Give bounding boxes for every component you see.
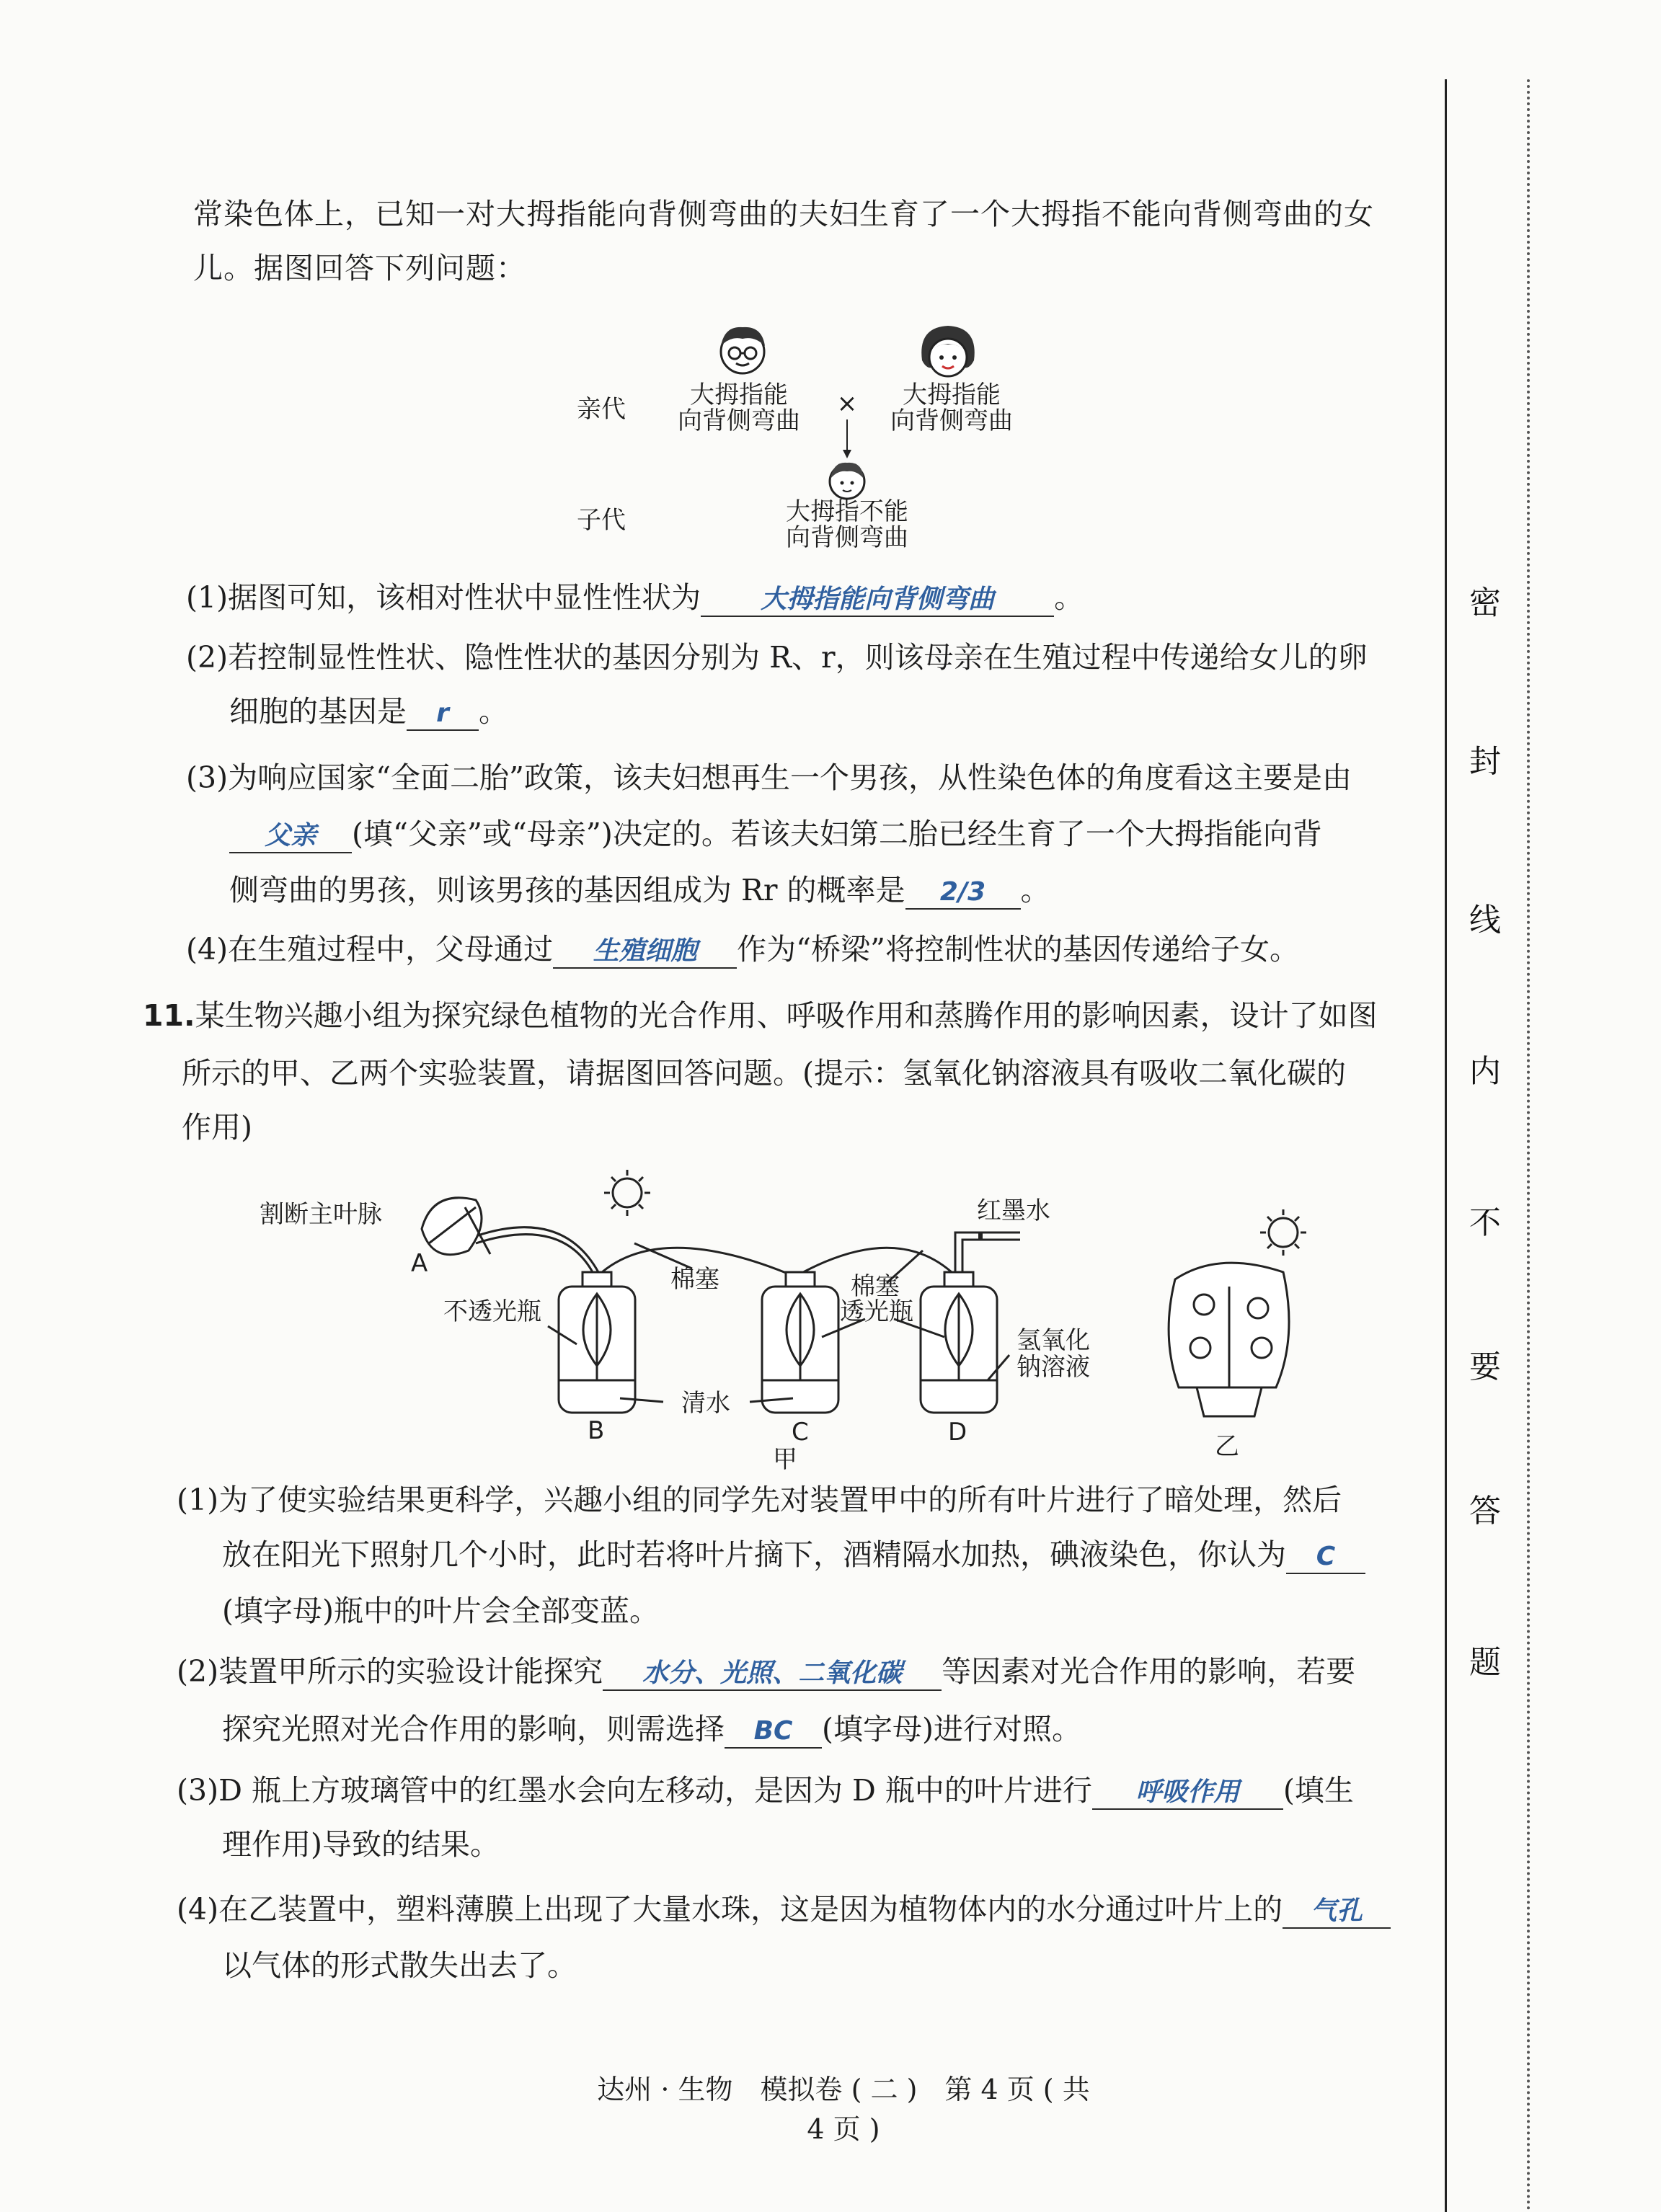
q11-part1-line1: (1)为了使实验结果更科学，兴趣小组的同学先对装置甲中的所有叶片进行了暗处理，然后: [177, 1483, 1342, 1517]
seal-char-2: 封: [1469, 743, 1501, 780]
intro-line-1: 常染色体上，已知一对大拇指能向背侧弯曲的夫妇生育了一个大拇指不能向背侧弯曲的女: [193, 197, 1374, 231]
q10-p3-post: 。: [1020, 873, 1050, 907]
q11-part1-line2: [222, 1534, 1365, 1576]
binding-solid-line: [1445, 79, 1447, 2212]
seal-char-4: 内: [1469, 1053, 1501, 1090]
child-trait-line-2: 向背侧弯曲: [786, 523, 908, 552]
q10-p4-post: 作为“桥梁”将控制性状的基因传递给子女。: [737, 932, 1299, 967]
experiment-figure: [260, 1164, 1355, 1474]
binding-dotted-line: [1527, 79, 1530, 2212]
label-a: A: [411, 1249, 428, 1278]
apparatus-jia-label: 甲: [773, 1445, 797, 1474]
q10-part4: [186, 928, 1299, 970]
seal-char-3: 线: [1469, 902, 1501, 938]
father-trait-line-2: 向背侧弯曲: [678, 407, 800, 435]
q11-p2-post-2: (填字母)进行对照。: [822, 1712, 1081, 1746]
q11-p2-text: (2)装置甲所示的实验设计能探究: [177, 1654, 603, 1689]
q11-part4-line2: 以气体的形式散失出去了。: [222, 1948, 577, 1983]
cotton-label-1: 棉塞: [670, 1265, 719, 1294]
q11-p4-text: (4)在乙装置中，塑料薄膜上出现了大量水珠，这是因为植物体内的水分通过叶片上的: [177, 1892, 1283, 1927]
red-ink-label: 红墨水: [977, 1196, 1050, 1225]
q11-p3-answer[interactable]: 呼吸作用: [1092, 1777, 1283, 1810]
q10-p3-answer-2[interactable]: 2/3: [905, 876, 1021, 910]
q11-part2-line2: [222, 1708, 1081, 1750]
q10-p1-post: 。: [1054, 580, 1084, 615]
q11-stem-1: 某生物兴趣小组为探究绿色植物的光合作用、呼吸作用和蒸腾作用的影响因素，设计了如图: [195, 998, 1378, 1033]
q11-p2-answer-2[interactable]: BC: [725, 1715, 822, 1749]
opaque-bottle-label: 不透光瓶: [443, 1297, 541, 1326]
naoh-label-1: 氢氧化: [1016, 1326, 1090, 1355]
parent-generation-label: 亲代: [577, 395, 626, 424]
q11-part1-line3: (填字母)瓶中的叶片会全部变蓝。: [222, 1594, 659, 1628]
water-label: 清水: [681, 1389, 730, 1418]
q10-part3-line3: [229, 869, 1050, 911]
q10-part3-line1: (3)为响应国家“全面二胎”政策，该夫妇想再生一个男孩，从性染色体的角度看这主要是由: [186, 760, 1352, 795]
cut-vein-label: 割断主叶脉: [260, 1200, 382, 1229]
q11-p4-answer[interactable]: 气孔: [1283, 1896, 1391, 1929]
q11-p2-post-1: 等因素对光合作用的影响，若要: [942, 1654, 1356, 1689]
q10-p1-answer[interactable]: 大拇指能向背侧弯曲: [701, 584, 1054, 617]
label-d: D: [948, 1418, 967, 1447]
q10-p4-text: (4)在生殖过程中，父母通过: [186, 932, 554, 967]
q10-p1-text: (1)据图可知，该相对性状中显性性状为: [186, 580, 701, 615]
q10-p3-answer-1[interactable]: 父亲: [229, 820, 352, 853]
q10-p3-text-2: 侧弯曲的男孩，则该男孩的基因组成为 Rr 的概率是: [229, 873, 905, 907]
q11-p2-answer-1[interactable]: 水分、光照、二氧化碳: [603, 1658, 942, 1691]
q11-p3-post: (填生: [1283, 1773, 1354, 1808]
q11-p2-text-2: 探究光照对光合作用的影响，则需选择: [222, 1712, 725, 1746]
q10-p4-answer[interactable]: 生殖细胞: [553, 936, 737, 969]
q11-part3-line1: [177, 1769, 1354, 1811]
child-generation-label: 子代: [577, 506, 626, 535]
father-trait-line-1: 大拇指能: [690, 381, 788, 409]
q11-stem-line1: [143, 995, 1378, 1036]
q11-part4-line1: [177, 1888, 1391, 1930]
inheritance-figure: [570, 317, 1060, 555]
q11-number: 11.: [143, 998, 195, 1033]
label-c: C: [792, 1418, 809, 1447]
q10-p2-answer[interactable]: r: [407, 698, 479, 731]
q10-part2-line1: (2)若控制显性性状、隐性性状的基因分别为 R、r，则该母亲在生殖过程中传递给女儿的卵: [186, 640, 1368, 675]
q10-part3-line2: [229, 813, 1322, 855]
label-b: B: [588, 1416, 605, 1445]
q10-p3-mid: (填“父亲”或“母亲”)决定的。若该夫妇第二胎已经生育了一个大拇指能向背: [352, 817, 1322, 851]
intro-line-2: 儿。据图回答下列问题：: [193, 251, 526, 285]
seal-char-1: 密: [1469, 585, 1501, 621]
apparatus-yi-label: 乙: [1215, 1432, 1239, 1461]
q11-p1-answer[interactable]: C: [1286, 1541, 1365, 1574]
mother-face-icon: [912, 317, 984, 389]
q10-part1: [186, 577, 1084, 618]
cotton-label-2: 棉塞: [851, 1272, 900, 1301]
seal-char-8: 题: [1469, 1644, 1501, 1681]
q11-part3-line2: 理作用)导致的结果。: [222, 1827, 500, 1862]
q10-part2-line2: [229, 690, 508, 732]
naoh-label-2: 钠溶液: [1016, 1353, 1090, 1382]
q10-p2-text: 细胞的基因是: [229, 694, 407, 729]
father-face-icon: [710, 317, 775, 382]
mother-trait-line-1: 大拇指能: [903, 381, 1001, 409]
q11-p1-text: 放在阳光下照射几个小时，此时若将叶片摘下，酒精隔水加热，碘液染色，你认为: [222, 1537, 1286, 1572]
q11-stem-line3: 作用): [182, 1110, 252, 1145]
q11-stem-line2: 所示的甲、乙两个实验装置，请据图回答问题。(提示：氢氧化钠溶液具有吸收二氧化碳的: [182, 1056, 1346, 1091]
clear-bottle-label: 透光瓶: [840, 1297, 913, 1326]
seal-char-5: 不: [1469, 1204, 1501, 1241]
cross-symbol: ×: [836, 389, 858, 418]
q10-p2-post: 。: [479, 694, 508, 729]
seal-char-7: 答: [1469, 1493, 1501, 1529]
child-trait-line-1: 大拇指不能: [786, 497, 908, 526]
seal-char-6: 要: [1469, 1349, 1501, 1385]
page-footer: 达州 · 生物 模拟卷 ( 二 ) 第 4 页 ( 共 4 页 ): [597, 2074, 1090, 2145]
q11-part2-line1: [177, 1651, 1355, 1692]
q11-p3-text: (3)D 瓶上方玻璃管中的红墨水会向左移动，是因为 D 瓶中的叶片进行: [177, 1773, 1092, 1808]
mother-trait-line-2: 向背侧弯曲: [890, 407, 1013, 435]
